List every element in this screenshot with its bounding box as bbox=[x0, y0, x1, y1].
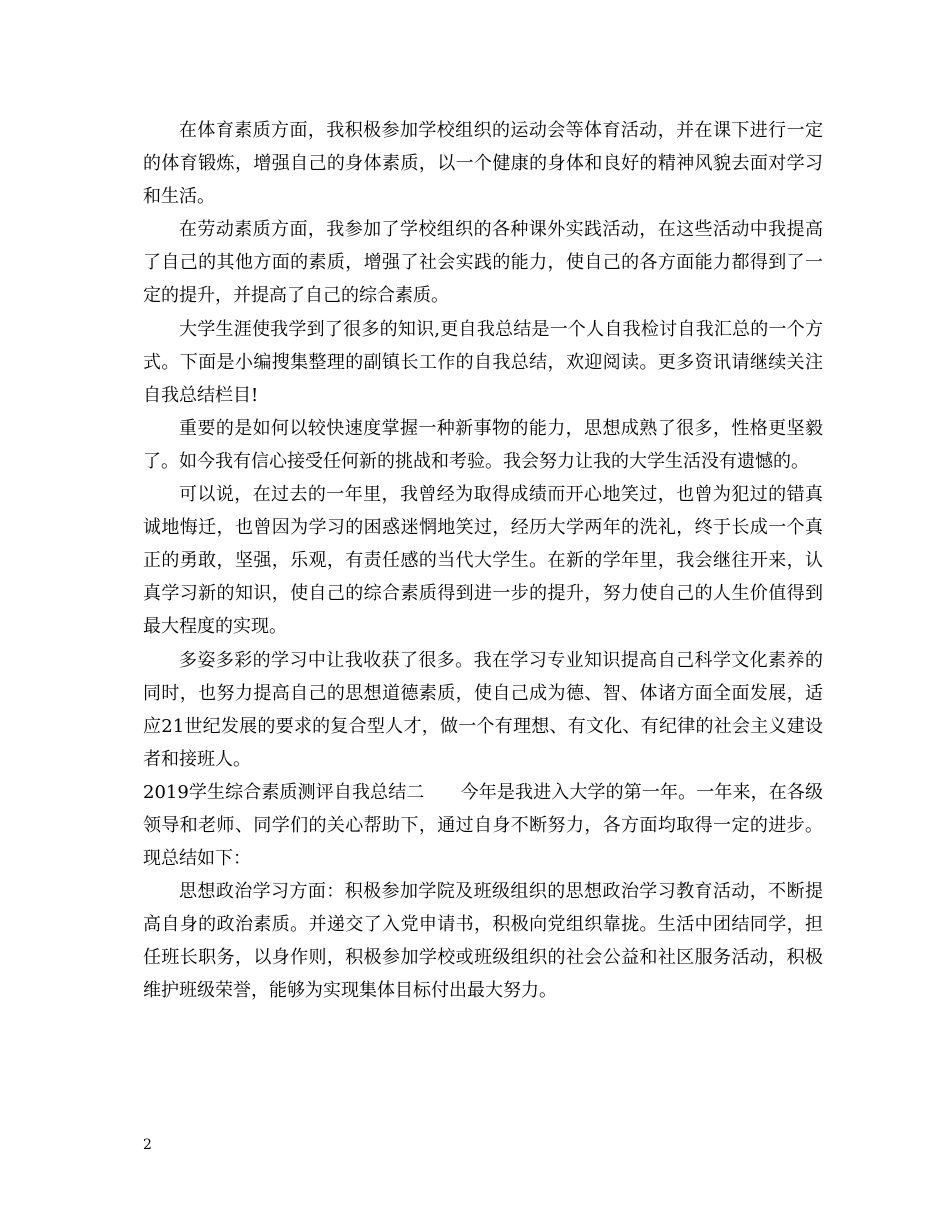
section-title: 2019学生综合素质测评自我总结二 bbox=[143, 781, 425, 803]
paragraph-labor-quality: 在劳动素质方面，我参加了学校组织的各种课外实践活动，在这些活动中我提高了自己的其他方面的素质，增强了社会实践的能力，使自己的各方面能力都得到了一定的提升，并提高了自己的综合素质。 bbox=[143, 219, 823, 307]
paragraph-physical-quality: 在体育素质方面，我积极参加学校组织的运动会等体育活动，并在课下进行一定的体育锻炼，增强自己的身体素质，以一个健康的身体和良好的精神风貌去面对学习和生活。 bbox=[143, 120, 823, 208]
paragraph-college-life: 大学生涯使我学到了很多的知识,更自我总结是一个人自我检讨自我汇总的一个方式。下面是小编搜集整理的副镇长工作的自我总结，欢迎阅读。更多资讯请继续关注自我总结栏目! bbox=[143, 318, 823, 406]
section-two-paragraph bbox=[143, 776, 823, 875]
paragraph-study-gains: 多姿多彩的学习中让我收获了很多。我在学习专业知识提高自己科学文化素养的同时，也努力提高自己的思想道德素质，使自己成为德、智、体诸方面全面发展，适应21世纪发展的要求的复合型人才，做一个有理想、有文化、有纪律的社会主义建设者和接班人。 bbox=[143, 649, 823, 770]
paragraph-new-skills: 重要的是如何以较快速度掌握一种新事物的能力，思想成熟了很多，性格更坚毅了。如今我有信心接受任何新的挑战和考验。我会努力让我的大学生活没有遗憾的。 bbox=[143, 417, 823, 472]
page-number: 2 bbox=[143, 1137, 152, 1153]
paragraph-political-study: 思想政治学习方面：积极参加学院及班级组织的思想政治学习教育活动，不断提高自身的政治素质。并递交了入党申请书，积极向党组织靠拢。生活中团结同学，担任班长职务，以身作则，积极参加学校或班级组织的社会公益和社区服务活动，积极维护班级荣誉，能够为实现集体目标付出最大努力。 bbox=[143, 881, 823, 1002]
paragraph-past-year: 可以说，在过去的一年里，我曾经为取得成绩而开心地笑过，也曾为犯过的错真诚地悔迁，也曾因为学习的困惑迷惘地笑过，经历大学两年的洗礼，终于长成一个真正的勇敢，坚强，乐观，有责任感的当代大学生。在新的学年里，我会继往开来，认真学习新的知识，使自己的综合素质得到进一步的提升，努力使自己的人生价值得到最大程度的实现。 bbox=[143, 484, 823, 638]
document-body bbox=[143, 114, 823, 1008]
section-intro: 今年是我进入大学的第一年。一年来，在各级领导和老师、同学们的关心帮助下，通过自身不断努力，各方面均取得一定的进步。现总结如下： bbox=[143, 781, 824, 870]
